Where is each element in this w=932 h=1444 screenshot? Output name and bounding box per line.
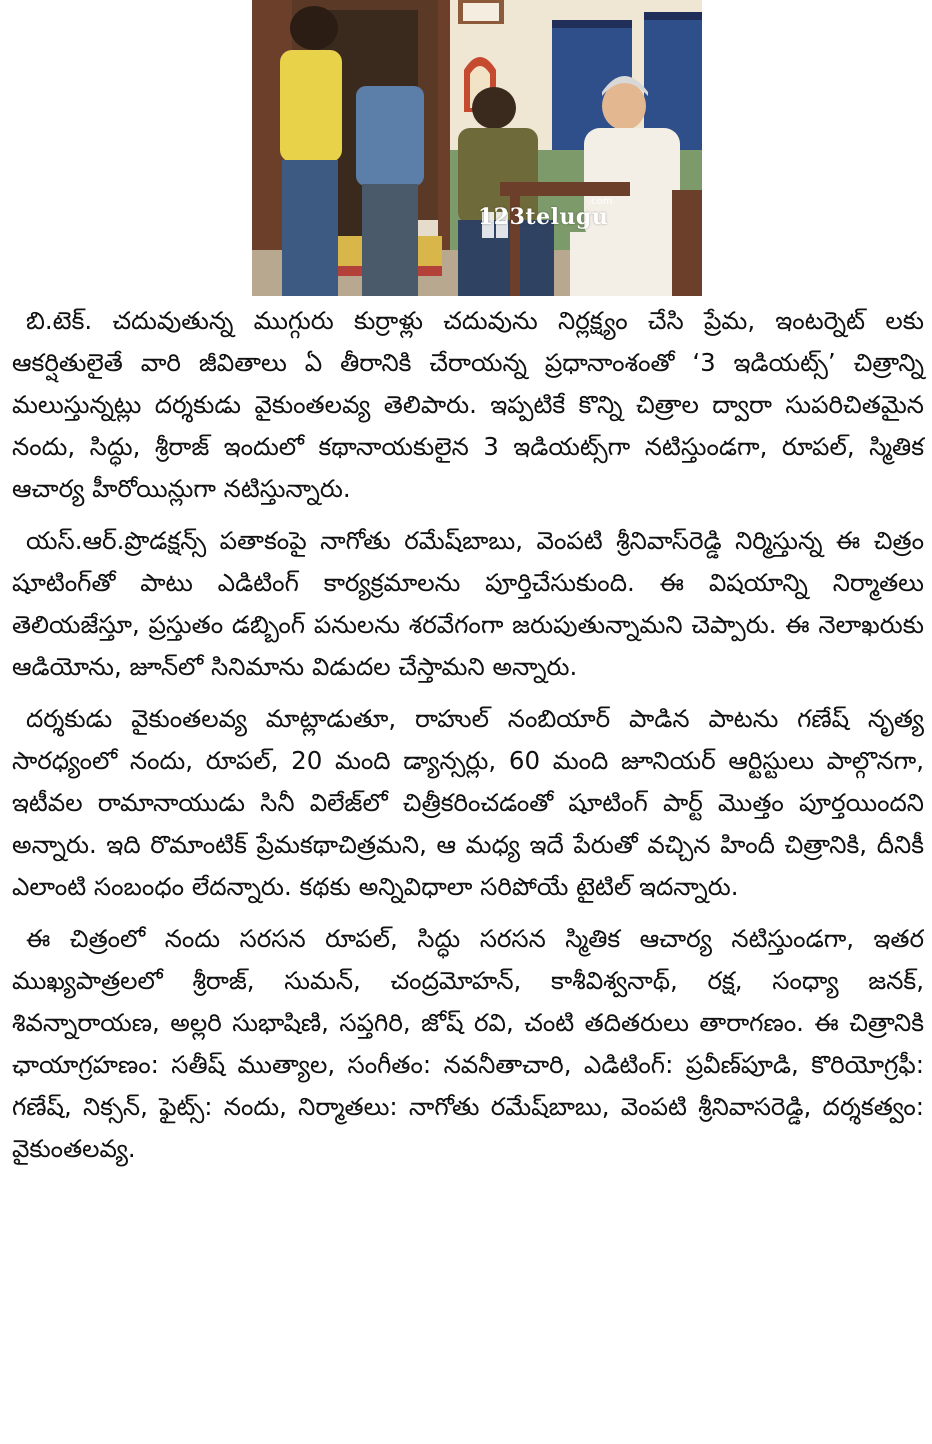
watermark-logo: 123telugu (478, 204, 609, 230)
watermark-suffix: .com (588, 196, 613, 207)
article-paragraph-3: దర్శకుడు వైకుంతలవ్య మాట్లాడుతూ, రాహుల్ నంబియార్ పాడిన పాటను గణేష్ నృత్య సారధ్యంలో నందు, రూపల్, 20 మంది డ్యాన్సర్లు, 60 మంది జూనియర్ ఆర్టిస్టులు పాల్గొనగా, ఇటీవల రామానాయుడు సినీ విలేజ్‌లో చిత్రీకరించడంతో షూటింగ్ పార్ట్ మొత్తం పూర్తయిందని అన్నారు. ఇది రొమాంటిక్ ప్రేమకథాచిత్రమని, ఆ మధ్య ఇదే పేరుతో వచ్చిన హిందీ చిత్రానికి, దీనికీ ఎలాంటి సంబంధం లేదన్నారు. కథకు అన్నివిధాలా సరిపోయే టైటిల్ ఇదన్నారు. (12, 704, 924, 901)
article-paragraph-2: యస్.ఆర్.ప్రొడక్షన్స్ పతాకంపై నాగోతు రమేష్‌బాబు, వెంపటి శ్రీనివాస్‌రెడ్డి నిర్మిస్తున్న ఈ చిత్రం షూటింగ్‌తో పాటు ఎడిటింగ్ కార్యక్రమాలను పూర్తిచేసుకుంది. ఈ విషయాన్ని నిర్మాతలు తెలియజేస్తూ, ప్రస్తుతం డబ్బింగ్ పనులను శరవేగంగా జరుపుతున్నామని చెప్పారు. ఈ నెలాఖరుకు ఆడియోను, జూన్‌లో సినిమాను విడుదల చేస్తామని అన్నారు. (12, 526, 924, 681)
article-paragraph-4: ఈ చిత్రంలో నందు సరసన రూపల్, సిద్ధు సరసన స్మితిక ఆచార్య నటిస్తుండగా, ఇతర ముఖ్యపాత్రలలో శ్రీరాజ్, సుమన్, చంద్రమోహన్, కాశీవిశ్వనాథ్, రక్ష, సంధ్యా జనక్, శివన్నారాయణ, అల్లరి సుభాషిణి, సప్తగిరి, జోష్ రవి, చంటి తదితరులు తారాగణం. ఈ చిత్రానికి ఛాయాగ్రహణం: సతీష్ ముత్యాల, సంగీతం: నవనీతాచారి, ఎడిటింగ్: ప్రవీణ్‌పూడి, కొరియోగ్రఫీ: గణేష్, నిక్సన్, ఫైట్స్: నందు, నిర్మాతలు: నాగోతు రమేష్‌బాబు, వెంపటి శ్రీనివాసరెడ్డి, దర్శకత్వం: వైకుంతలవ్య. (12, 924, 924, 1163)
article-paragraph-1: బి.టెక్. చదువుతున్న ముగ్గురు కుర్రాళ్లు చదువును నిర్లక్ష్యం చేసి ప్రేమ, ఇంటర్నెట్ లకు ఆకర్షితులైతే వారి జీవితాలు ఏ తీరానికి చేరాయన్న ప్రధానాంశంతో ‘3 ఇడియట్స్’ చిత్రాన్ని మలుస్తున్నట్లు దర్శకుడు వైకుంతలవ్య తెలిపారు. ఇప్పటికే కొన్ని చిత్రాల ద్వారా సుపరిచితమైన నందు, సిద్ధు, శ్రీరాజ్ ఇందులో కథానాయకులైన 3 ఇడియట్స్‌గా నటిస్తుండగా, రూపల్, స్మితిక ఆచార్య హీరోయిన్లుగా నటిస్తున్నారు. (12, 306, 924, 503)
movie-still-photo (252, 0, 702, 296)
article-body (12, 300, 924, 1180)
